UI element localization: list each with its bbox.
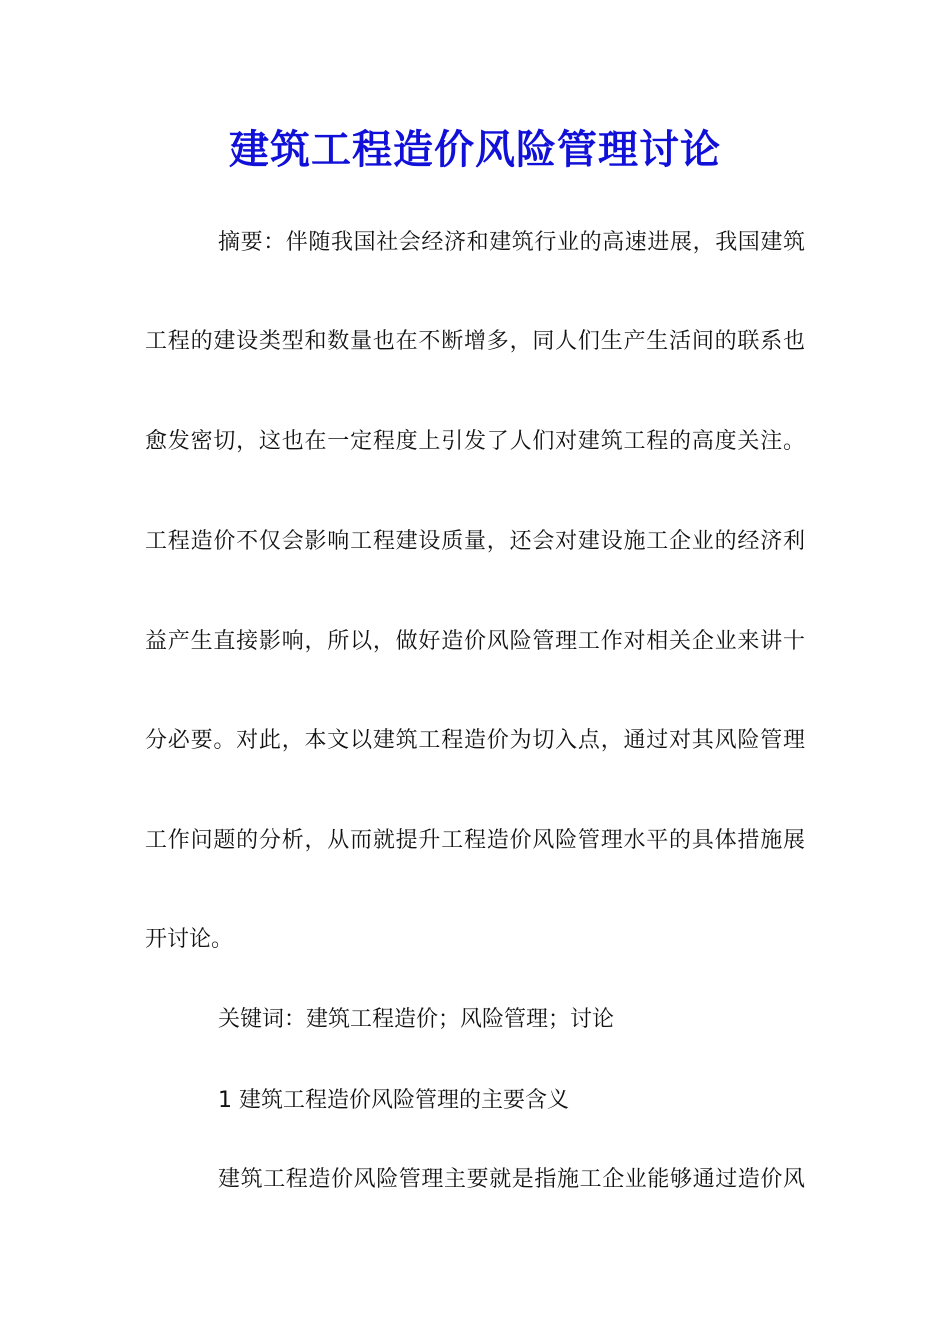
- abstract-line-4: 工程造价不仅会影响工程建设质量，还会对建设施工企业的经济利: [145, 529, 805, 554]
- abstract-line-8: 开讨论。: [145, 927, 234, 952]
- abstract-line-5: 益产生直接影响，所以，做好造价风险管理工作对相关企业来讲十: [145, 629, 805, 654]
- section-heading: 1 建筑工程造价风险管理的主要含义: [218, 1088, 569, 1113]
- document-title: 建筑工程造价风险管理讨论: [229, 126, 721, 173]
- abstract-line-7: 工作问题的分析，从而就提升工程造价风险管理水平的具体措施展: [145, 828, 805, 853]
- body-paragraph-line: 建筑工程造价风险管理主要就是指施工企业能够通过造价风: [218, 1167, 805, 1192]
- abstract-line-3: 愈发密切，这也在一定程度上引发了人们对建筑工程的高度关注。: [145, 429, 805, 454]
- abstract-line-1: 摘要：伴随我国社会经济和建筑行业的高速进展，我国建筑: [218, 230, 805, 255]
- abstract-line-2: 工程的建设类型和数量也在不断增多，同人们生产生活间的联系也: [145, 329, 805, 354]
- keywords: 关键词：建筑工程造价；风险管理；讨论: [218, 1007, 615, 1032]
- abstract-line-6: 分必要。对此，本文以建筑工程造价为切入点，通过对其风险管理: [145, 728, 805, 753]
